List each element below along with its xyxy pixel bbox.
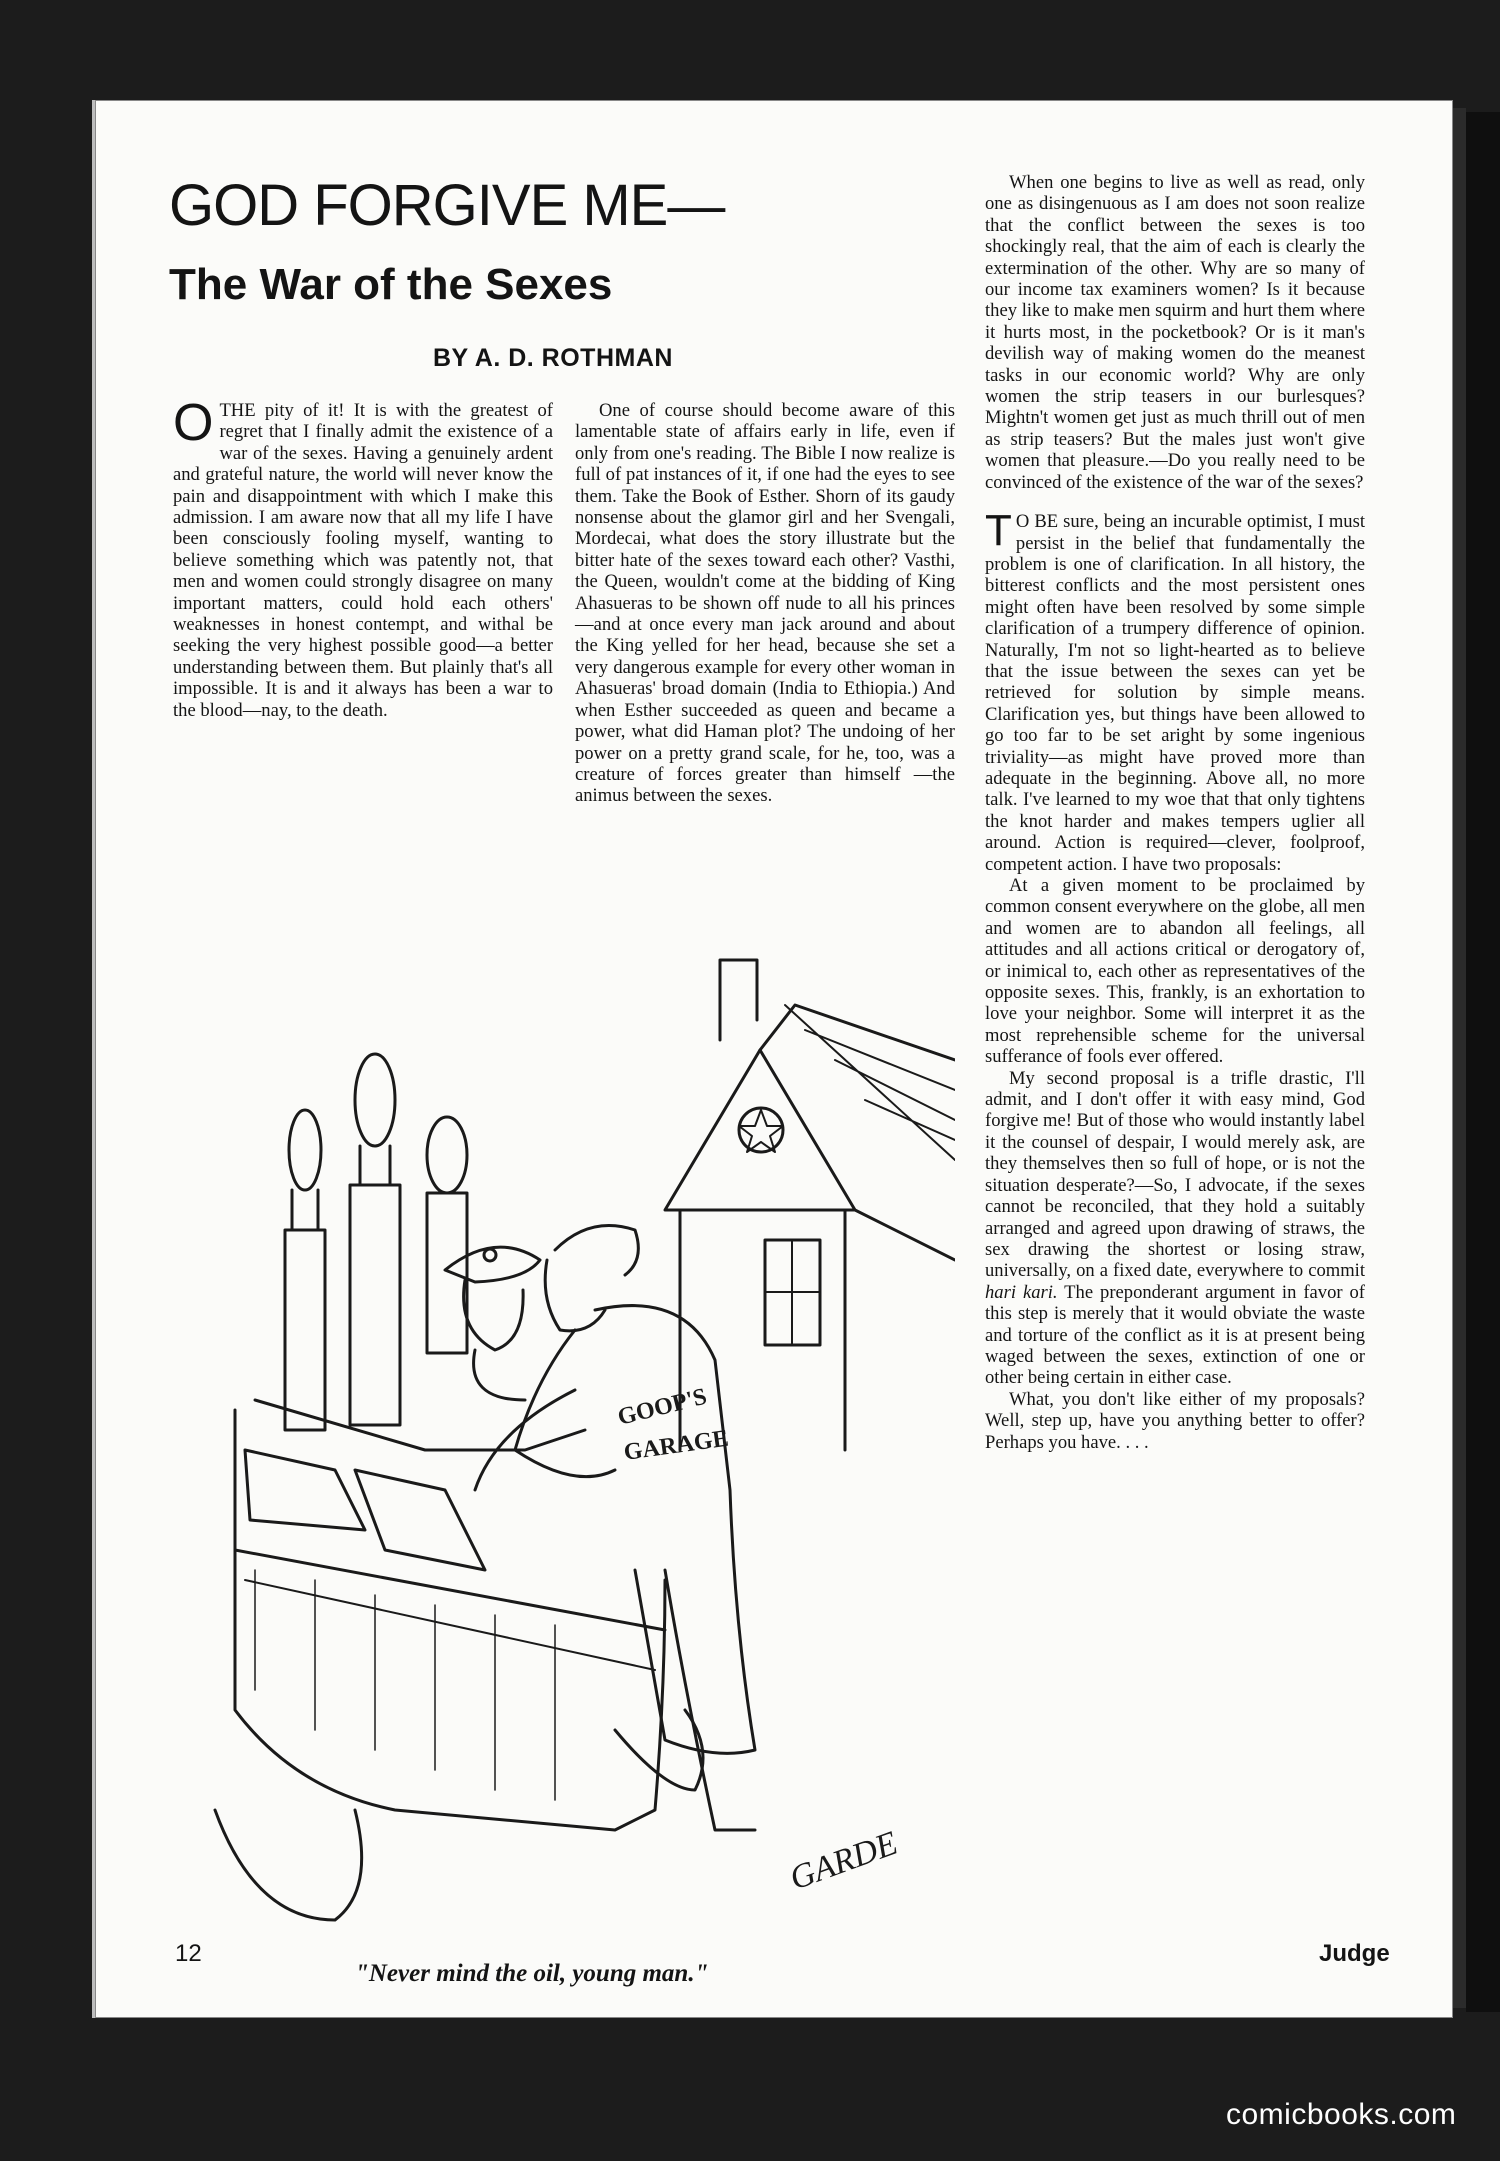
paragraph-5: At a given moment to be proclaimed by common consent everywhere on the globe, all men and women are to abandon all feelings, all attitudes and all actions critical or derogatory of, or inimical to, each other as representatives of the opposite sexes. This, frankly, is an exhortation to love your neighbor. Some will interpret it as the most reprehensible scheme for the universal sufferance of fools ever offered. <box>985 875 1365 1068</box>
house-gable <box>665 1050 855 1210</box>
paragraph-6: My second proposal is a trifle drastic, I'll admit, and I don't offer it with easy mind, God forgive me! But of those who would instantly label it the counsel of despair, I would merely ask, are they themselves then so full of hope, or is not the situation desperate?—So, I advocate, if the sexes cannot be reconciled, that they hold a suitably arranged and agreed upon drawing of straws, the sex drawing the shortest or losing straw, universally, on a fixed date, everywhere to commit hari kari. The preponderant argument in favor of this step is merely that it would obviate the waste and torture of the conflict as it is at present being waged between the sexes, extinction of one or other being certain in either case. <box>985 1067 1365 1389</box>
magazine-page <box>92 100 1453 2018</box>
text-column-2 <box>575 400 955 807</box>
scan-background-edge <box>1466 112 1500 2012</box>
text-column-1 <box>173 394 553 721</box>
car-windshield-right <box>355 1470 485 1570</box>
car-windshield-left <box>245 1450 365 1530</box>
drop-cap-t: T <box>985 506 1012 556</box>
gas-pump-left <box>285 1110 325 1430</box>
page-number: 12 <box>175 1940 202 1967</box>
garage-attendant-figure <box>475 1226 755 1831</box>
gas-pump-right <box>427 1117 467 1353</box>
article-title: GOD FORGIVE ME— <box>169 173 725 238</box>
article-subtitle: The War of the Sexes <box>169 260 613 309</box>
paragraph-3: When one begins to live as well as read, only one as disingenuous as I am does not soon realize that the conflict between the sexes is too shockingly real, that the aim of each is clearly the extermination of the other. Why are so many of our income tax examiners women? Is it because they like to make men squirm and hurt them where it hurts most, in the pocketbook? Or is it man's devilish way of making women do the meanest tasks in our economic world? Why are only women the strip teasers in our burlesques? Mightn't women get just as much thrill out of men as strip teasers? But the males just won't give women that pleasure.—Do you really need to be convinced of the existence of the war of the sexes? <box>985 172 1365 493</box>
paragraph-4: T O BE sure, being an incurable optimist, I must persist in the belief that fundamentally the problem is one of clarification. In all history, the bitterest conflicts and the most persistent ones might often have been resolved by some simple clarification of a trumpery difference of opinion. Naturally, I'm not so light-hearted as to believe that the issue between the sexes can yet be retrieved for solution by simple means. Clarification yes, but things have been allowed to go too far to be set aright by some ingenious triviality—as might have proved more than adequate in the beginning. Above all, no more talk. I've learned to my woe that that only tightens the knot harder and makes tempers uglier all around. Action is required—clever, foolproof, competent action. I have two proposals: <box>985 506 1365 875</box>
car-front-wheel <box>215 1810 362 1920</box>
magazine-name: Judge <box>1319 1940 1390 1967</box>
cartoon-illustration <box>195 930 955 1950</box>
next-page-edge <box>1452 108 1466 2008</box>
site-watermark: comicbooks.com <box>1226 2098 1457 2131</box>
chimney <box>720 960 757 1040</box>
emphasis-hari-kari: hari kari. <box>985 1281 1058 1303</box>
paragraph-1: OTHE pity of it! It is with the greatest of regret that I finally admit the existence of a war of the sexes. Having a genuinely ardent and grateful nature, the world will never know the pain and disappointment with which I make this admission. I am aware now that all my life I have been consciously fooling myself, wanting to believe something which was patently not, that men and women could strongly disagree on many important matters, could hold each others' weaknesses in honest contempt, and withal be seeking the very highest possible good—a better understanding between them. But plainly that's all impossible. It is and it always has been a war to the blood—nay, to the death. <box>173 394 553 721</box>
drop-cap-o: O <box>173 394 214 452</box>
gas-pump-center <box>350 1054 400 1425</box>
paragraph-7: What, you don't like either of my proposals? Well, step up, have you anything better to offer? Perhaps you have. . . . <box>985 1388 1365 1453</box>
text-column-3 <box>985 172 1365 1453</box>
article-byline: BY A. D. ROTHMAN <box>433 344 673 372</box>
paragraph-2: One of course should become aware of this lamentable state of affairs early in life, even if only from one's reading. The Bible I now realize is full of pat instances of it, if one had the eyes to see them. Take the Book of Esther. Shorn of its gaudy nonsense about the glamor girl and her Svengali, Mordecai, what does the story illustrate but the bitter hate of the sexes toward each other? Vasthi, the Queen, wouldn't come at the bidding of King Ahasueras to be shown off nude to all his princes—and at once every man jack around and about the King yelled for her head, because she set a very dangerous example for every other woman in Ahasueras' broad domain (India to Ethiopia.) And when Esther succeeded as queen and became a power, what did Haman plot? The undoing of her power on a pretty grand scale, for he, too, was a creature of forces greater than himself —the animus between the sexes. <box>575 400 955 807</box>
cartoon-caption: "Never mind the oil, young man." <box>355 1960 709 1987</box>
jacket-text-garage: GARAGE <box>622 1425 731 1466</box>
artist-signature: GARDE <box>785 1824 903 1898</box>
jacket-text-goops: GOOP'S <box>615 1383 710 1431</box>
vintage-car <box>215 1400 703 1920</box>
woman-figure <box>445 1247 540 1400</box>
